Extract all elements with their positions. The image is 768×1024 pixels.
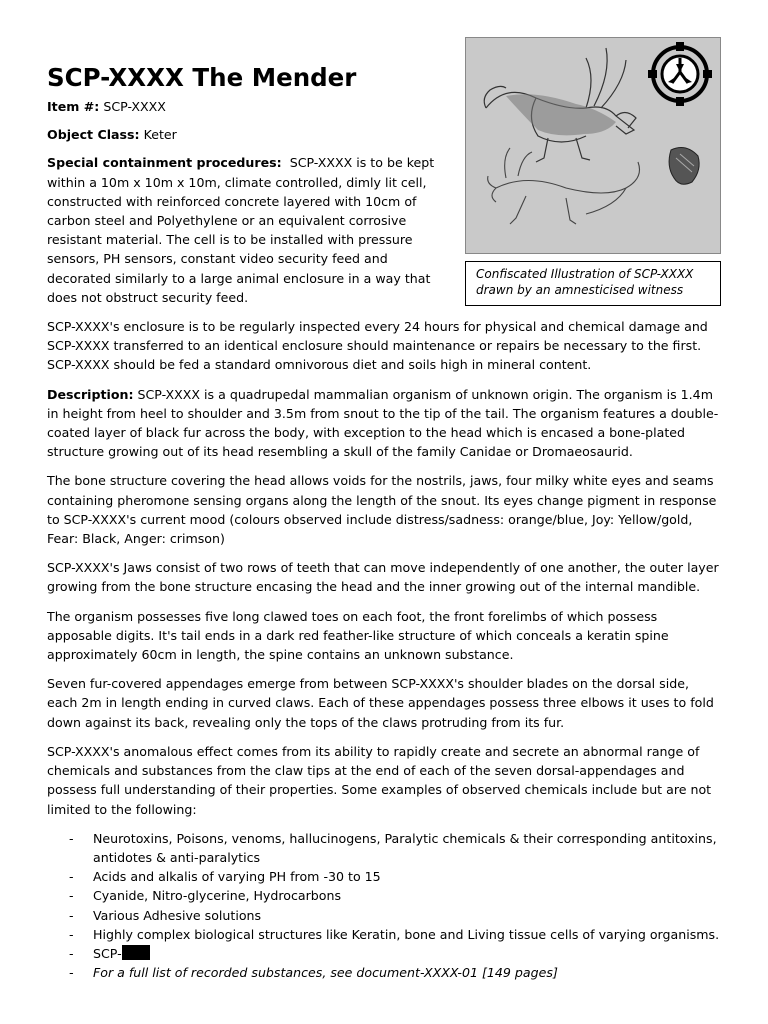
object-class-value: Keter bbox=[143, 127, 177, 143]
anomalous-effect-paragraph: SCP-XXXX's anomalous effect comes from its ability to rapidly create and secrete an abnormal range of chemicals and substances from the claw tips at the end of each of the seven dorsal-appendages and possess full understanding of their properties. Some examples of observed chemicals include but are not limited to the following: bbox=[47, 743, 712, 817]
containment-paragraph bbox=[47, 153, 452, 307]
list-item: - Acids and alkalis of varying PH from -30 to 15 bbox=[69, 869, 381, 885]
list-item: - Various Adhesive solutions bbox=[69, 907, 262, 923]
redaction-bar bbox=[122, 945, 150, 960]
toes-paragraph: The organism possesses five long clawed toes on each foot, the front forelimbs of which possess apposable digits. It's tail ends in a dark red feather-like structure of which conceals a keratin spine approximately 60cm in length, the spine contains an unknown substance. bbox=[47, 608, 669, 663]
bone-structure-paragraph: The bone structure covering the head allows voids for the nostrils, jaws, four milky white eyes and seams containing pheromone sensing organs along the length of the snout. Its eyes change pigment in response to SCP-XXXX's current mood (colours observed include distress/sadness: orange/blue, Joy: Yellow/gold, Fear: Black, Anger: crimson) bbox=[47, 473, 717, 547]
appendages-paragraph: Seven fur-covered appendages emerge from between SCP-XXXX's shoulder blades on the dorsal side, each 2m in length ending in curved claws. Each of these appendages possess three elbows it uses to fold down against its back, revealing only the tops of the claws protruding from its fur. bbox=[47, 676, 714, 730]
enclosure-paragraph: SCP-XXXX's enclosure is to be regularly inspected every 24 hours for physical and chemical damage and SCP-XXXX transferred to an identical enclosure should maintenance or repairs be necessary to the first. SCP-XXXX should be fed a standard omnivorous diet and soils high in mineral content. bbox=[47, 319, 708, 373]
list-item: - Highly complex biological structures like Keratin, bone and Living tissue cells of varying organisms. bbox=[69, 926, 720, 942]
item-line bbox=[47, 97, 452, 116]
containment-label: Special containment procedures: bbox=[47, 155, 282, 171]
list-item: - Cyanide, Nitro-glycerine, Hydrocarbons bbox=[69, 888, 342, 904]
description-text: SCP-XXXX is a quadrupedal mammalian organism of unknown origin. The organism is 1.4m in height from heel to shoulder and 3.5m from snout to the tip of the tail. The organism features a double-coated layer of black fur across the body, with exception to the head which is encased a bone-plated structure growing out of its head resembling a skull of the family Canidae or Dromaeosaurid. bbox=[47, 386, 719, 460]
object-class-line bbox=[47, 125, 452, 144]
list-item: - SCP- bbox=[47, 944, 722, 963]
jaws-paragraph: SCP-XXXX's Jaws consist of two rows of teeth that can move independently of one another, the outer layer growing from the bone structure encasing the head and the inner growing out of the internal mandible. bbox=[47, 560, 719, 595]
figure-caption: Confiscated Illustration of SCP-XXXX drawn by an amnesticised witness bbox=[465, 261, 721, 306]
list-item: - For a full list of recorded substances, see document-XXXX-01 [149 pages] bbox=[69, 965, 558, 981]
item-label: Item #: bbox=[47, 99, 100, 114]
description-label: Description: bbox=[47, 386, 134, 402]
list-item: - Neurotoxins, Poisons, venoms, hallucinogens, Paralytic chemicals & their corresponding antitoxins, antidotes & anti-paralytics bbox=[69, 830, 717, 865]
chemical-list bbox=[47, 829, 722, 983]
description-paragraph bbox=[47, 385, 722, 462]
object-class-label: Object Class: bbox=[47, 127, 140, 143]
item-value: SCP-XXXX bbox=[103, 99, 166, 114]
containment-text: SCP-XXXX is to be kept within a 10m x 10m x 10m, climate controlled, dimly lit cell, constructed with reinforced concrete layered with 10cm of carbon steel and Polyethylene or an equivalent corrosive resistant material. The cell is to be installed with pressure sensors, PH sensors, constant video security feed and decorated similarly to a large animal enclosure in a way that does not obstruct security feed. bbox=[47, 155, 435, 305]
page-title: SCP-XXXX The Mender bbox=[47, 63, 357, 92]
document-body bbox=[47, 60, 722, 982]
